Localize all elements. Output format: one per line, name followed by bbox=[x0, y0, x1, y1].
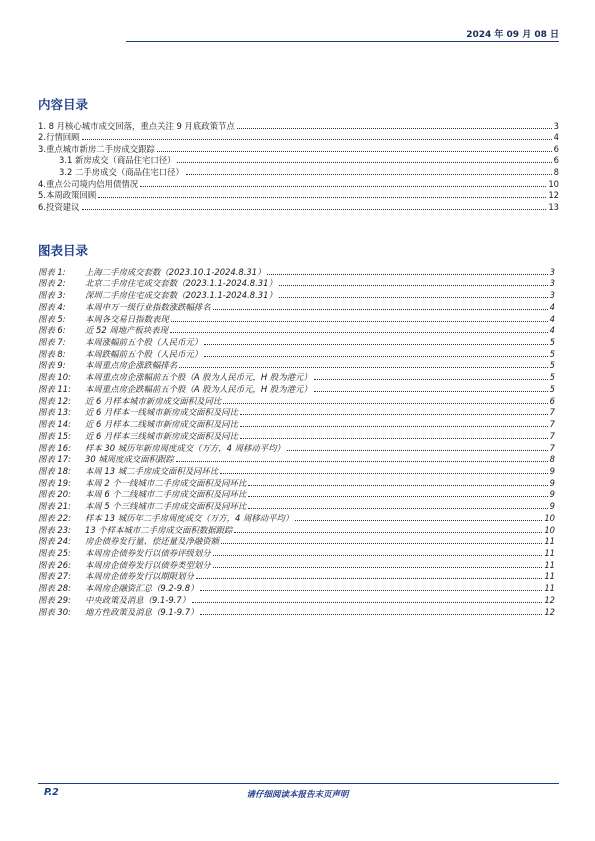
leader-dots bbox=[213, 567, 543, 568]
leader-dots bbox=[176, 461, 548, 462]
report-date: 2024 年 09 月 08 日 bbox=[466, 30, 559, 40]
leader-dots bbox=[237, 128, 552, 129]
figure-number: 图表 14: bbox=[38, 419, 71, 430]
leader-dots bbox=[240, 426, 548, 427]
figure-number: 图表 20: bbox=[38, 489, 71, 500]
figure-page: 9 bbox=[549, 501, 555, 512]
figure-caption: 本周 2 个一线城市二手房成交面积及同环比 bbox=[85, 477, 247, 488]
figure-number: 图表 26: bbox=[38, 559, 71, 570]
figure-item[interactable] bbox=[38, 371, 555, 383]
figure-page: 5 bbox=[549, 348, 555, 359]
figure-number: 图表 29: bbox=[38, 594, 71, 605]
figure-page: 11 bbox=[544, 536, 555, 547]
figure-caption: 本周申万一级行业指数涨跌幅排名 bbox=[85, 301, 211, 312]
figure-caption: 近 6 月样本二线城市新房成交面积及同比 bbox=[85, 419, 239, 430]
figure-caption: 30 城周度成交面积跟踪 bbox=[85, 454, 174, 465]
leader-dots bbox=[213, 555, 543, 556]
figure-caption: 本周涨幅前五个股（人民币元） bbox=[85, 337, 203, 348]
figure-caption: 北京二手房住宅成交套数（2023.1.1-2024.8.31） bbox=[85, 278, 277, 289]
figure-caption: 本周各交易日指数表现 bbox=[85, 313, 169, 324]
figure-item[interactable] bbox=[38, 454, 555, 466]
figure-caption: 近 6 月样本一线城市新房成交面积及同比 bbox=[85, 407, 239, 418]
figure-caption: 中央政策及消息（9.1-9.7） bbox=[85, 594, 191, 605]
figure-page: 7 bbox=[549, 430, 555, 441]
figures-title: 图表目录 bbox=[38, 243, 89, 258]
figure-caption: 近 52 周地产板块表现 bbox=[85, 325, 168, 336]
figure-item[interactable] bbox=[38, 559, 555, 571]
figure-item[interactable] bbox=[38, 313, 555, 325]
leader-dots bbox=[192, 602, 542, 603]
figure-page: 9 bbox=[549, 465, 555, 476]
figure-item[interactable] bbox=[38, 301, 555, 313]
figure-item[interactable] bbox=[38, 582, 555, 594]
figure-caption: 本周房企债券发行以债券评级划分 bbox=[85, 547, 211, 558]
leader-dots bbox=[157, 151, 552, 152]
figure-caption: 上海二手房成交套数（2023.10.1-2024.8.31） bbox=[85, 266, 266, 277]
figure-page: 11 bbox=[544, 559, 555, 570]
leader-dots bbox=[267, 274, 547, 275]
figure-item[interactable] bbox=[38, 278, 555, 290]
figure-page: 8 bbox=[549, 454, 555, 465]
figure-page: 4 bbox=[549, 313, 555, 324]
disclaimer-note: 请仔细阅读本报告末页声明 bbox=[246, 790, 349, 800]
figure-number: 图表 10: bbox=[38, 372, 71, 383]
figure-number: 图表 15: bbox=[38, 430, 71, 441]
leader-dots bbox=[279, 285, 548, 286]
figure-page: 7 bbox=[549, 407, 555, 418]
leader-dots bbox=[223, 403, 547, 404]
figure-number: 图表 7: bbox=[38, 337, 66, 348]
leader-dots bbox=[220, 473, 547, 474]
figures-list bbox=[38, 266, 555, 618]
leader-dots bbox=[314, 391, 548, 392]
figure-number: 图表 27: bbox=[38, 571, 71, 582]
figure-page: 9 bbox=[549, 477, 555, 488]
leader-dots bbox=[248, 508, 547, 509]
leader-dots bbox=[248, 496, 547, 497]
figure-page: 10 bbox=[544, 512, 555, 523]
figure-page: 3 bbox=[549, 290, 555, 301]
figure-page: 4 bbox=[549, 301, 555, 312]
leader-dots bbox=[82, 209, 547, 210]
toc-subitem[interactable]: 3.1 新房成交（商品住宅口径） 6 bbox=[59, 155, 559, 166]
figure-item[interactable] bbox=[38, 430, 555, 442]
figure-caption: 深圳二手房住宅成交套数（2023.1.1-2024.8.31） bbox=[85, 290, 277, 301]
figure-caption: 本周房企债券发行以债券类型划分 bbox=[85, 559, 211, 570]
figure-caption: 样本 13 城历年二手房周度成交（万方，4 周移动平均） bbox=[85, 512, 294, 523]
figure-number: 图表 1: bbox=[38, 266, 66, 277]
figure-item[interactable] bbox=[38, 325, 555, 337]
leader-dots bbox=[186, 174, 552, 175]
leader-dots bbox=[240, 438, 548, 439]
leader-dots bbox=[287, 450, 548, 451]
leader-dots bbox=[177, 162, 551, 163]
toc-item[interactable]: 6.投资建议 13 bbox=[38, 201, 559, 212]
figure-number: 图表 30: bbox=[38, 606, 71, 617]
footer-rule bbox=[38, 783, 559, 784]
figure-item[interactable] bbox=[38, 594, 555, 606]
figure-caption: 本周房企债券发行以期限划分 bbox=[85, 571, 194, 582]
figure-number: 图表 9: bbox=[38, 360, 66, 371]
figure-item[interactable] bbox=[38, 465, 555, 477]
leader-dots bbox=[98, 197, 546, 198]
leader-dots bbox=[295, 520, 542, 521]
figure-number: 图表 18: bbox=[38, 465, 71, 476]
figure-item[interactable] bbox=[38, 477, 555, 489]
header-rule bbox=[126, 41, 559, 42]
figure-caption: 本周 5 个三线城市二手房成交面积及同环比 bbox=[85, 501, 247, 512]
leader-dots bbox=[200, 590, 542, 591]
figure-page: 5 bbox=[549, 360, 555, 371]
figure-number: 图表 3: bbox=[38, 290, 66, 301]
figure-item[interactable] bbox=[38, 383, 555, 395]
figure-page: 5 bbox=[549, 372, 555, 383]
figure-item[interactable] bbox=[38, 536, 555, 548]
figure-caption: 本周跌幅前五个股（人民币元） bbox=[85, 348, 203, 359]
figure-caption: 本周 13 城二手房成交面积及同环比 bbox=[85, 465, 219, 476]
leader-dots bbox=[200, 614, 542, 615]
figure-page: 6 bbox=[549, 395, 555, 406]
figure-number: 图表 25: bbox=[38, 547, 71, 558]
figure-number: 图表 2: bbox=[38, 278, 66, 289]
leader-dots bbox=[234, 532, 542, 533]
figure-number: 图表 22: bbox=[38, 512, 71, 523]
figure-item[interactable] bbox=[38, 266, 555, 278]
leader-dots bbox=[196, 578, 542, 579]
figure-number: 图表 13: bbox=[38, 407, 71, 418]
figure-item[interactable] bbox=[38, 360, 555, 372]
figure-number: 图表 5: bbox=[38, 313, 66, 324]
leader-dots bbox=[314, 379, 548, 380]
figure-number: 图表 17: bbox=[38, 454, 71, 465]
figure-item[interactable] bbox=[38, 289, 555, 301]
figure-page: 7 bbox=[549, 442, 555, 453]
leader-dots bbox=[240, 414, 548, 415]
figure-page: 7 bbox=[549, 419, 555, 430]
figure-page: 11 bbox=[544, 583, 555, 594]
figure-caption: 本周 6 个二线城市二手房成交面积及同环比 bbox=[85, 489, 247, 500]
figure-item[interactable] bbox=[38, 407, 555, 419]
leader-dots bbox=[221, 543, 542, 544]
figure-page: 10 bbox=[544, 524, 555, 535]
leader-dots bbox=[82, 139, 552, 140]
figure-item[interactable] bbox=[38, 418, 555, 430]
figure-item[interactable] bbox=[38, 512, 555, 524]
figure-number: 图表 12: bbox=[38, 395, 71, 406]
toc-subitem[interactable]: 3.2 二手房成交（商品住宅口径） 8 bbox=[59, 166, 559, 177]
figure-caption: 地方性政策及消息（9.1-9.7） bbox=[85, 606, 199, 617]
figure-page: 12 bbox=[544, 594, 555, 605]
figure-page: 3 bbox=[549, 278, 555, 289]
leader-dots bbox=[279, 297, 548, 298]
figure-page: 5 bbox=[549, 383, 555, 394]
leader-dots bbox=[248, 485, 547, 486]
figure-item[interactable] bbox=[38, 348, 555, 360]
figure-caption: 本周重点房企涨跌幅排名 bbox=[85, 360, 178, 371]
figure-item[interactable] bbox=[38, 489, 555, 501]
figure-page: 11 bbox=[544, 547, 555, 558]
figure-item[interactable] bbox=[38, 500, 555, 512]
figure-number: 图表 28: bbox=[38, 583, 71, 594]
leader-dots bbox=[171, 321, 548, 322]
figure-caption: 13 个样本城市二手房成交面积数据跟踪 bbox=[85, 524, 233, 535]
figure-caption: 房企债券发行量、偿还量及净融资额 bbox=[85, 536, 219, 547]
figure-caption: 近 6 月样本三线城市新房成交面积及同比 bbox=[85, 430, 239, 441]
figure-caption: 样本 30 城历年新房周度成交（万方，4 周移动平均） bbox=[85, 442, 285, 453]
toc-item[interactable]: 4.重点公司境内信用债情况 10 bbox=[38, 178, 559, 189]
figure-number: 图表 19: bbox=[38, 477, 71, 488]
leader-dots bbox=[213, 309, 548, 310]
figure-page: 11 bbox=[544, 571, 555, 582]
figure-item[interactable] bbox=[38, 524, 555, 536]
figure-item[interactable] bbox=[38, 442, 555, 454]
figure-number: 图表 8: bbox=[38, 348, 66, 359]
figure-number: 图表 6: bbox=[38, 325, 66, 336]
figure-number: 图表 24: bbox=[38, 536, 71, 547]
figure-item[interactable] bbox=[38, 395, 555, 407]
toc-item[interactable]: 1. 8 月核心城市成交回落，重点关注 9 月底政策节点 3 bbox=[38, 120, 559, 131]
figure-number: 图表 11: bbox=[38, 383, 71, 394]
figure-page: 3 bbox=[549, 266, 555, 277]
figure-number: 图表 23: bbox=[38, 524, 71, 535]
leader-dots bbox=[140, 186, 546, 187]
figure-page: 9 bbox=[549, 489, 555, 500]
toc-item[interactable]: 3.重点城市新房二手房成交跟踪 6 bbox=[38, 143, 559, 154]
figure-item[interactable] bbox=[38, 571, 555, 583]
figure-caption: 本周重点房企跌幅前五个股（A 股为人民币元，H 股为港元） bbox=[85, 383, 312, 394]
contents-title: 内容目录 bbox=[38, 97, 89, 112]
leader-dots bbox=[204, 356, 547, 357]
figure-item[interactable] bbox=[38, 336, 555, 348]
leader-dots bbox=[179, 367, 548, 368]
figure-caption: 本周房企融资汇总（9.2-9.8） bbox=[85, 583, 199, 594]
toc-item[interactable]: 2.行情回顾 4 bbox=[38, 132, 559, 143]
figure-page: 5 bbox=[549, 337, 555, 348]
leader-dots bbox=[170, 332, 548, 333]
figure-page: 4 bbox=[549, 325, 555, 336]
figure-page: 12 bbox=[544, 606, 555, 617]
contents-list bbox=[38, 120, 559, 213]
figure-number: 图表 21: bbox=[38, 501, 71, 512]
page-number: P.2 bbox=[44, 787, 59, 798]
figure-caption: 本周重点房企涨幅前五个股（A 股为人民币元，H 股为港元） bbox=[85, 372, 312, 383]
figure-number: 图表 16: bbox=[38, 442, 71, 453]
figure-item[interactable] bbox=[38, 547, 555, 559]
figure-item[interactable] bbox=[38, 606, 555, 618]
figure-caption: 近 6 月样本城市新房成交面积及同比 bbox=[85, 395, 222, 406]
toc-item[interactable]: 5.本周政策回顾 12 bbox=[38, 190, 559, 201]
leader-dots bbox=[204, 344, 547, 345]
figure-number: 图表 4: bbox=[38, 301, 66, 312]
